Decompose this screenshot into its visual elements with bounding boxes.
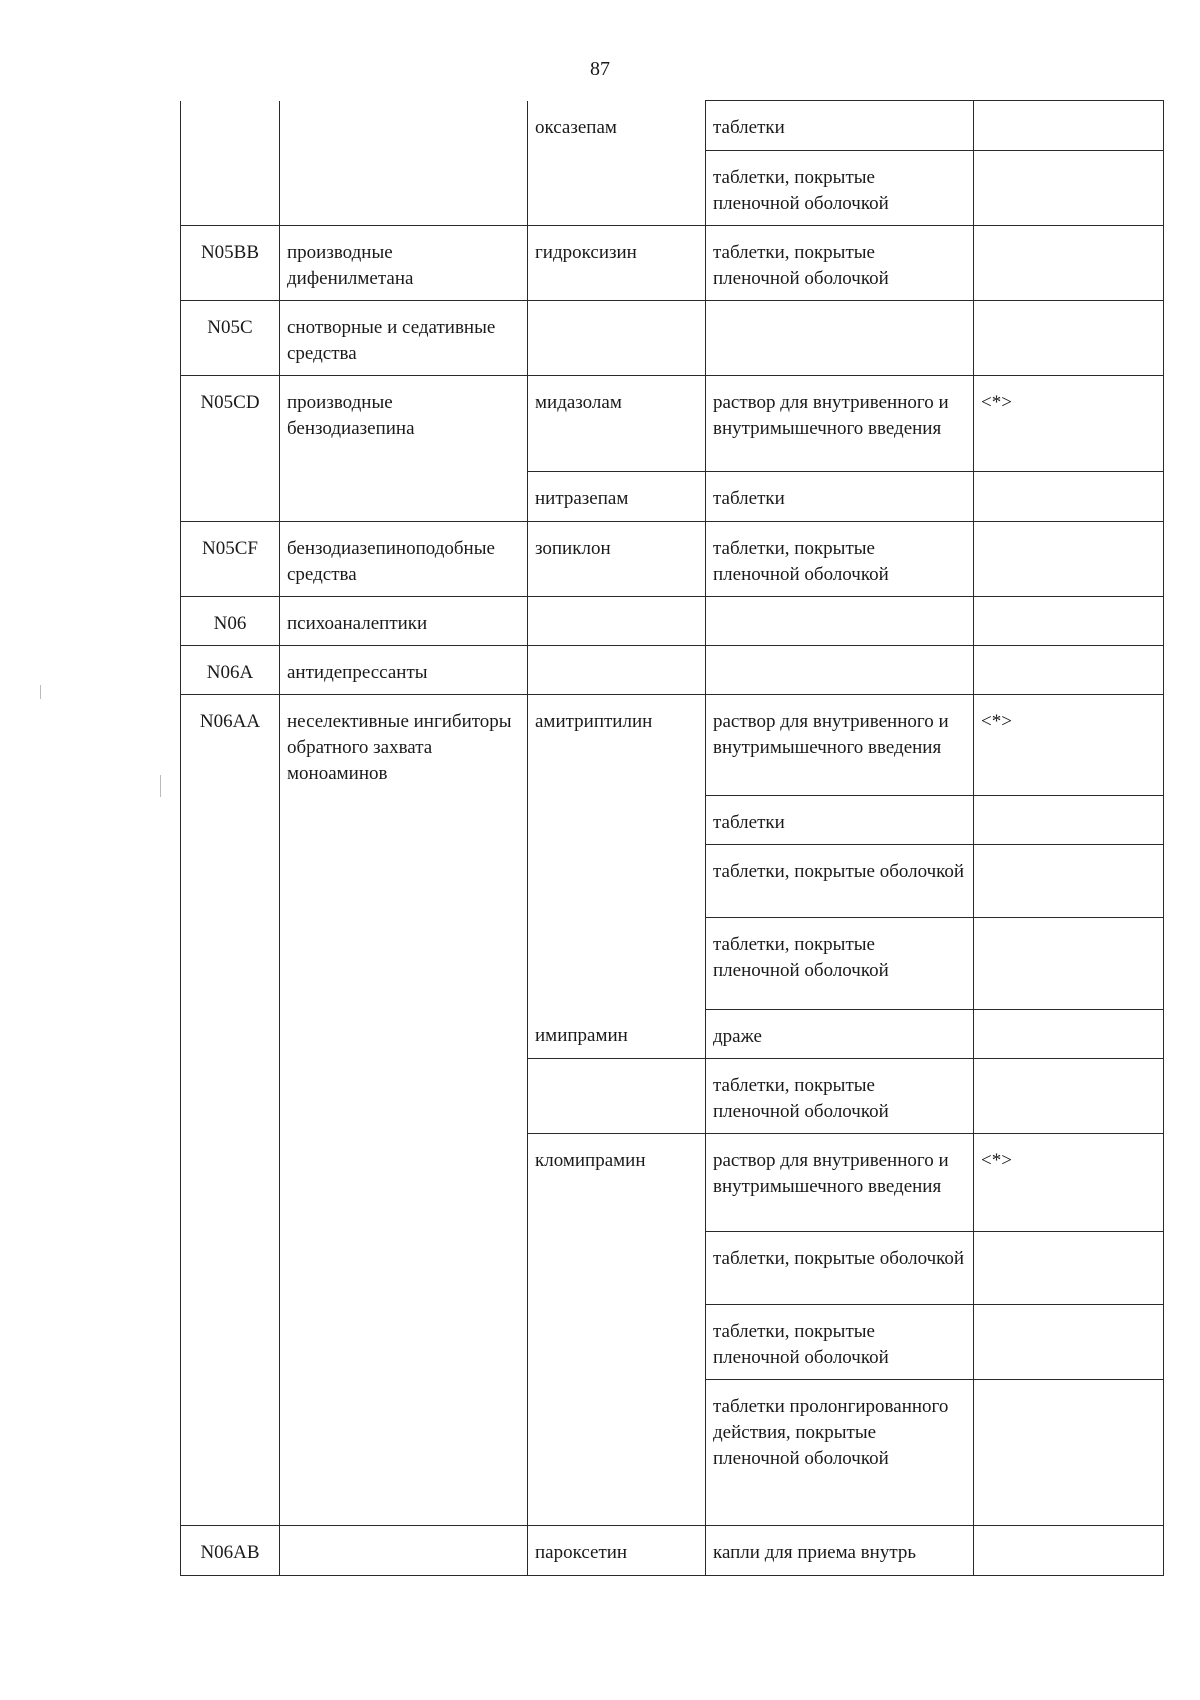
note (974, 1379, 1164, 1525)
dosage-form: раствор для внутривенного и внутримышечного введения (706, 1133, 974, 1231)
group-name (280, 917, 528, 1009)
dosage-form: таблетки, покрытые оболочкой (706, 1231, 974, 1304)
table-row (181, 226, 1164, 301)
atc-code: N06 (181, 597, 280, 646)
dosage-form (706, 301, 974, 376)
table-row (181, 101, 1164, 151)
note (974, 1009, 1164, 1058)
scan-speck (160, 775, 161, 797)
atc-code (181, 1231, 280, 1304)
note (974, 226, 1164, 301)
group-name: антидепрессанты (280, 646, 528, 695)
table-row (181, 646, 1164, 695)
table-row (181, 1379, 1164, 1525)
group-name (280, 1009, 528, 1058)
atc-code: N06AB (181, 1525, 280, 1575)
note (974, 1525, 1164, 1575)
table-row (181, 1133, 1164, 1231)
note (974, 795, 1164, 844)
dosage-form: таблетки, покрытые пленочной оболочкой (706, 1058, 974, 1133)
group-name: снотворные и седативные средства (280, 301, 528, 376)
dosage-form: таблетки, покрытые оболочкой (706, 844, 974, 917)
drug-name (528, 301, 706, 376)
note (974, 301, 1164, 376)
atc-code (181, 844, 280, 917)
dosage-form: раствор для внутривенного и внутримышечного введения (706, 695, 974, 796)
table-row (181, 522, 1164, 597)
atc-code: N06A (181, 646, 280, 695)
drug-table (180, 100, 1164, 1576)
atc-code (181, 472, 280, 522)
dosage-form: таблетки, покрытые пленочной оболочкой (706, 522, 974, 597)
note (974, 844, 1164, 917)
dosage-form: таблетки, покрытые пленочной оболочкой (706, 1304, 974, 1379)
drug-name: гидроксизин (528, 226, 706, 301)
drug-name (528, 844, 706, 917)
note (974, 597, 1164, 646)
drug-name (528, 1379, 706, 1525)
table-row (181, 795, 1164, 844)
group-name (280, 1304, 528, 1379)
group-name: бензодиазепиноподобные средства (280, 522, 528, 597)
atc-code (181, 1058, 280, 1133)
drug-name (528, 1304, 706, 1379)
note: <*> (974, 695, 1164, 796)
drug-name: имипрамин (528, 1009, 706, 1058)
group-name (280, 101, 528, 151)
note (974, 151, 1164, 226)
note (974, 522, 1164, 597)
group-name (280, 844, 528, 917)
drug-name (528, 1058, 706, 1133)
drug-name (528, 795, 706, 844)
group-name: неселективные ингибиторы обратного захвата моноаминов (280, 695, 528, 796)
group-name (280, 472, 528, 522)
drug-name: мидазолам (528, 376, 706, 472)
dosage-form: таблетки, покрытые пленочной оболочкой (706, 917, 974, 1009)
table-row (181, 1058, 1164, 1133)
note (974, 472, 1164, 522)
group-name: психоаналептики (280, 597, 528, 646)
note (974, 1304, 1164, 1379)
note: <*> (974, 1133, 1164, 1231)
group-name: производные бензодиазепина (280, 376, 528, 472)
atc-code (181, 1009, 280, 1058)
dosage-form: раствор для внутривенного и внутримышечного введения (706, 376, 974, 472)
group-name (280, 1231, 528, 1304)
group-name (280, 1379, 528, 1525)
dosage-form: таблетки, покрытые пленочной оболочкой (706, 226, 974, 301)
note (974, 1231, 1164, 1304)
table-row (181, 376, 1164, 472)
atc-code: N05CD (181, 376, 280, 472)
note (974, 1058, 1164, 1133)
atc-code (181, 1133, 280, 1231)
atc-code: N05BB (181, 226, 280, 301)
note (974, 646, 1164, 695)
group-name (280, 1058, 528, 1133)
table-row (181, 472, 1164, 522)
table-row (181, 1009, 1164, 1058)
drug-name: оксазепам (528, 101, 706, 151)
atc-code: N05CF (181, 522, 280, 597)
note (974, 101, 1164, 151)
table-row (181, 844, 1164, 917)
drug-name: нитразепам (528, 472, 706, 522)
dosage-form: таблетки (706, 101, 974, 151)
dosage-form: таблетки (706, 795, 974, 844)
drug-name: амитриптилин (528, 695, 706, 796)
table-row (181, 1231, 1164, 1304)
drug-name (528, 151, 706, 226)
page-number: 87 (590, 58, 610, 80)
group-name (280, 1525, 528, 1575)
drug-name (528, 597, 706, 646)
note (974, 917, 1164, 1009)
dosage-form: драже (706, 1009, 974, 1058)
atc-code (181, 151, 280, 226)
group-name (280, 1133, 528, 1231)
dosage-form: таблетки (706, 472, 974, 522)
atc-code: N06AA (181, 695, 280, 796)
dosage-form: капли для приема внутрь (706, 1525, 974, 1575)
group-name: производные дифенилметана (280, 226, 528, 301)
table-row (181, 301, 1164, 376)
atc-code (181, 795, 280, 844)
atc-code (181, 1304, 280, 1379)
dosage-form (706, 646, 974, 695)
atc-code (181, 101, 280, 151)
dosage-form: таблетки, покрытые пленочной оболочкой (706, 151, 974, 226)
group-name (280, 795, 528, 844)
table-row (181, 151, 1164, 226)
atc-code (181, 917, 280, 1009)
atc-code: N05C (181, 301, 280, 376)
note: <*> (974, 376, 1164, 472)
group-name (280, 151, 528, 226)
drug-name (528, 646, 706, 695)
dosage-form (706, 597, 974, 646)
table-row (181, 917, 1164, 1009)
dosage-form: таблетки пролонгированного действия, покрытые пленочной оболочкой (706, 1379, 974, 1525)
drug-name (528, 1231, 706, 1304)
table-row (181, 1304, 1164, 1379)
drug-name (528, 917, 706, 1009)
atc-code (181, 1379, 280, 1525)
table-row (181, 695, 1164, 796)
drug-name: зопиклон (528, 522, 706, 597)
table-row (181, 1525, 1164, 1575)
drug-name: кломипрамин (528, 1133, 706, 1231)
table-row (181, 597, 1164, 646)
drug-name: пароксетин (528, 1525, 706, 1575)
scan-speck (40, 685, 41, 699)
